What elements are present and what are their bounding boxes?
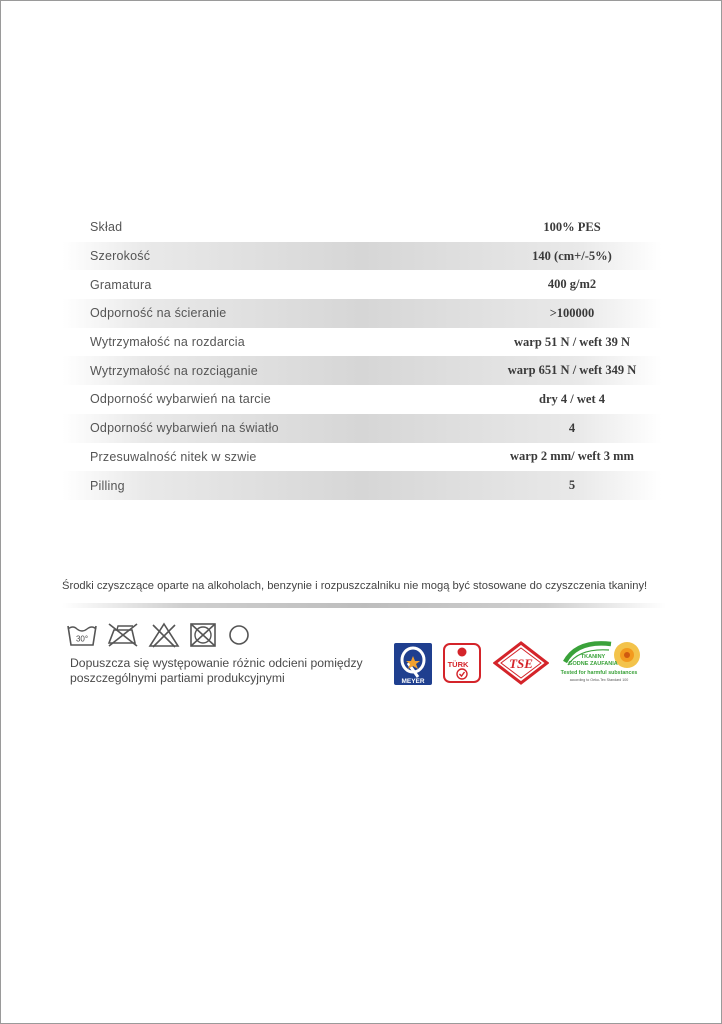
spec-label: Wytrzymałość na rozdarcia bbox=[90, 335, 245, 350]
spec-label: Skład bbox=[90, 220, 123, 235]
cleaning-warning: Środki czyszczące oparte na alkoholach, benzynie i rozpuszczalniku nie mogą być stosowane do czyszczenia tkaniny! bbox=[62, 580, 648, 592]
meyer-label: MEYER bbox=[401, 678, 425, 685]
spec-row bbox=[62, 299, 662, 328]
spec-value: 100% PES bbox=[543, 219, 601, 234]
tse-logo-icon bbox=[493, 641, 549, 685]
spec-label: Odporność wybarwień na światło bbox=[90, 421, 279, 436]
tse-label: TSE bbox=[509, 656, 533, 671]
oeko-line-2: GODNE ZAUFANIA bbox=[568, 661, 618, 667]
oeko-line-3: Tested for harmful substances bbox=[560, 670, 638, 676]
care-symbols bbox=[66, 620, 252, 650]
spec-value: >100000 bbox=[549, 305, 595, 320]
oeko-line-1: TKANINY bbox=[580, 654, 606, 660]
divider bbox=[62, 603, 666, 608]
wash-temperature: 30° bbox=[75, 634, 89, 644]
spec-row bbox=[62, 270, 662, 299]
spec-label: Odporność wybarwień na tarcie bbox=[90, 392, 271, 407]
spec-label: Wytrzymałość na rozciąganie bbox=[90, 363, 258, 378]
spec-row bbox=[62, 213, 662, 242]
spec-row bbox=[62, 414, 662, 443]
wash-30-icon bbox=[66, 621, 98, 649]
dry-clean-icon bbox=[226, 621, 252, 649]
spec-table bbox=[62, 213, 662, 500]
turk-standard-logo-icon bbox=[443, 643, 481, 683]
spec-value: dry 4 / wet 4 bbox=[539, 391, 605, 406]
spec-row bbox=[62, 443, 662, 472]
spec-label: Przesuwalność nitek w szwie bbox=[90, 449, 257, 464]
spec-value: 400 g/m2 bbox=[547, 277, 597, 292]
spec-value: 140 (cm+/-5%) bbox=[532, 248, 612, 263]
spec-row bbox=[62, 385, 662, 414]
spec-row bbox=[62, 471, 662, 500]
spec-row bbox=[62, 328, 662, 357]
spec-value: warp 651 N / weft 349 N bbox=[507, 363, 637, 378]
no-bleach-icon bbox=[148, 621, 180, 649]
spec-row bbox=[62, 242, 662, 271]
oeko-line-4: according to Oeko-Tex Standard 100 bbox=[569, 678, 629, 682]
spec-value: warp 51 N / weft 39 N bbox=[514, 334, 630, 349]
spec-value: warp 2 mm/ weft 3 mm bbox=[510, 449, 634, 464]
spec-label: Gramatura bbox=[90, 277, 152, 292]
meyer-logo-icon bbox=[394, 643, 432, 685]
shade-variation-note: Dopuszcza się występowanie różnic odcieni pomiędzy poszczególnymi partiami produkcyjnymi bbox=[70, 656, 363, 685]
spec-label: Pilling bbox=[90, 478, 125, 493]
spec-row bbox=[62, 356, 662, 385]
oeko-tex-logo-icon bbox=[559, 638, 645, 688]
spec-value: 5 bbox=[568, 478, 576, 493]
iron-crossed-icon bbox=[106, 621, 140, 649]
spec-label: Szerokość bbox=[90, 249, 151, 264]
spec-label: Odporność na ścieranie bbox=[90, 306, 227, 321]
spec-value: 4 bbox=[568, 420, 576, 435]
turk-label: TÜRK bbox=[447, 660, 469, 669]
no-tumble-dry-icon bbox=[188, 621, 218, 649]
